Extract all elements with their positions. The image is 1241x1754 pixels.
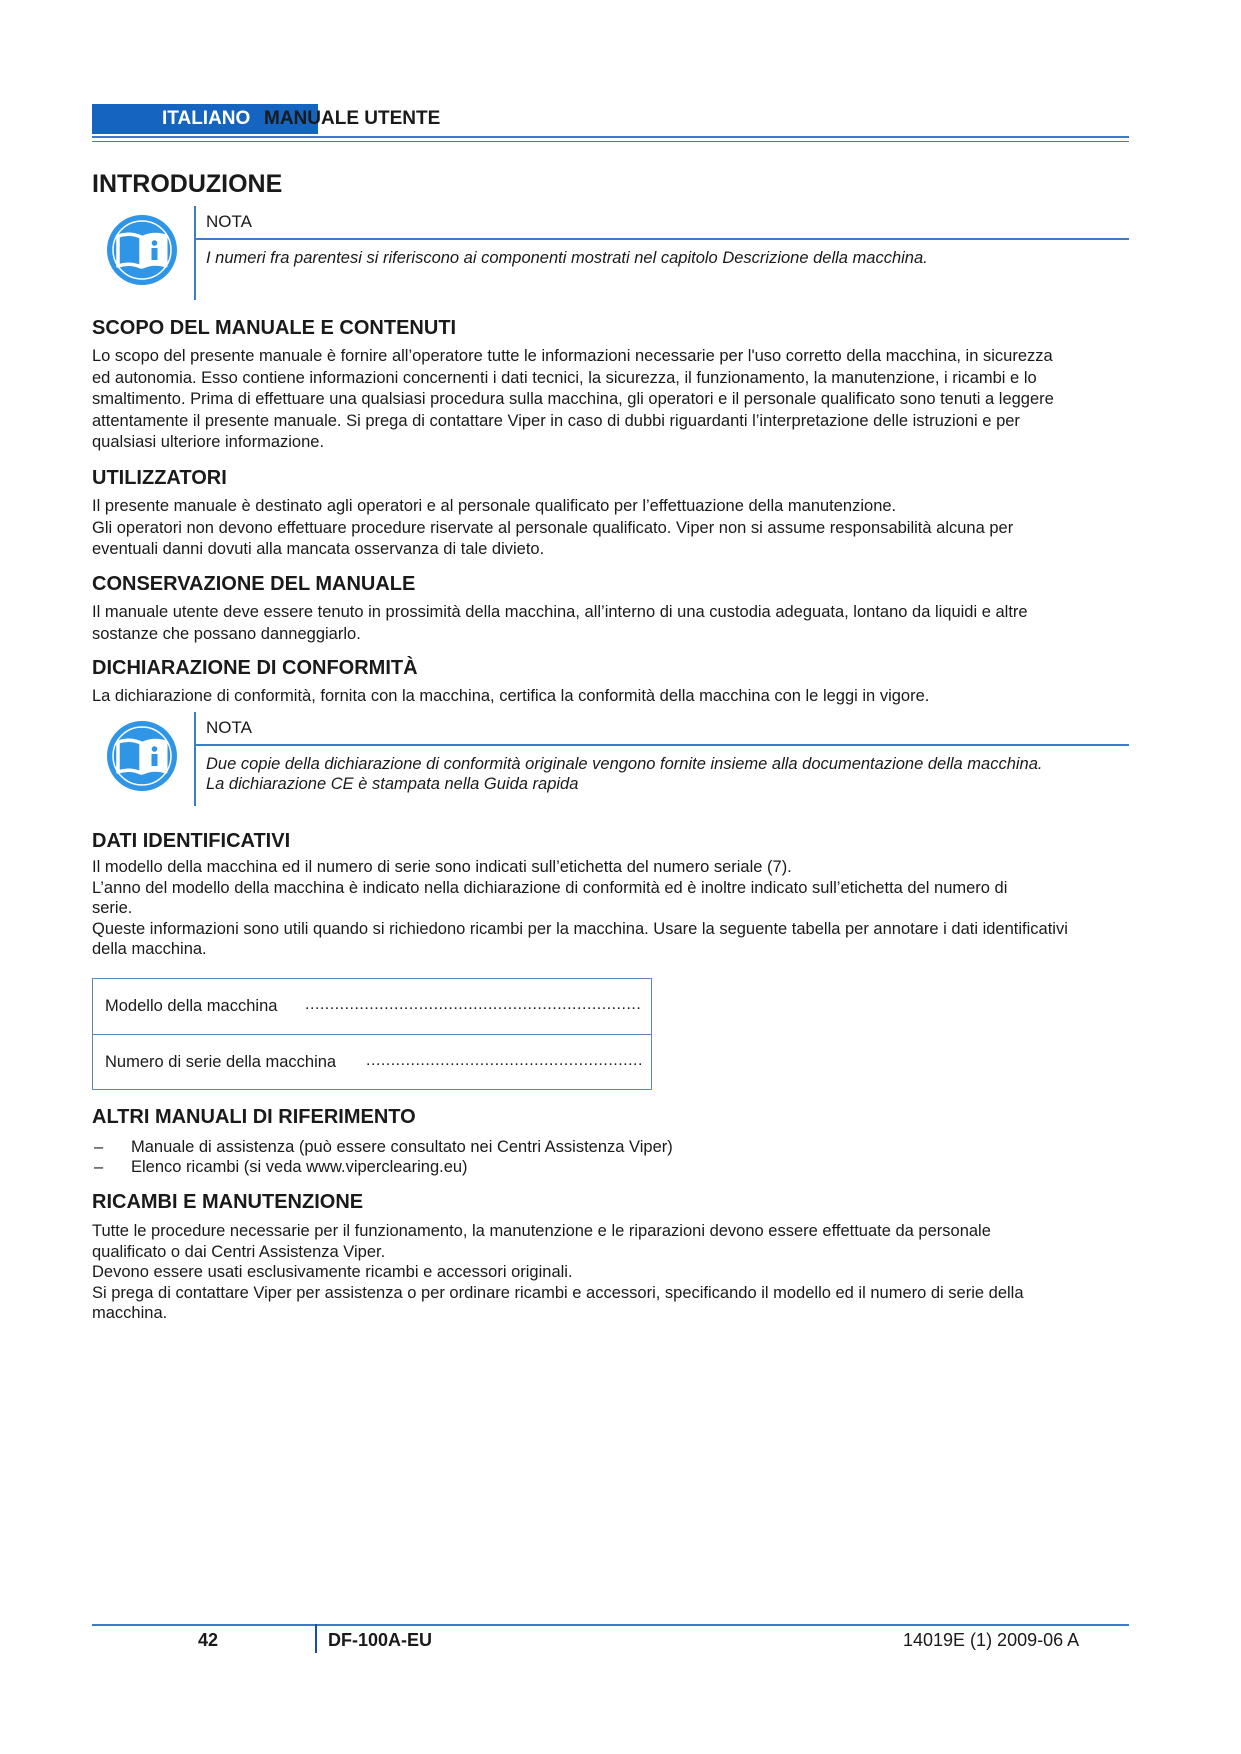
text-line: eventuali danni dovuti alla mancata osservanza di tale divieto. <box>92 540 545 558</box>
note-divider <box>194 712 196 806</box>
identification-table <box>92 978 652 1090</box>
info-book-icon <box>106 720 178 792</box>
note-rule <box>196 744 1129 746</box>
info-book-icon <box>106 214 178 286</box>
note-label: NOTA <box>206 718 252 737</box>
note-text: I numeri fra parentesi si riferiscono ai componenti mostrati nel capitolo Descrizione della macchina. <box>206 249 928 267</box>
text-line: ed autonomia. Esso contiene informazioni concernenti i dati tecnici, la sicurezza, il funzionamento, la manutenzione, i ricambi e lo <box>92 368 1037 387</box>
text-line: macchina. <box>92 1304 168 1322</box>
note-box-2 <box>92 712 1129 806</box>
text-line: Il presente manuale è destinato agli operatori e al personale qualificato per l’effettuazione della manutenzione. <box>92 497 897 515</box>
section-heading-dichiarazione: DICHIARAZIONE DI CONFORMITÀ <box>92 657 418 679</box>
note-label: NOTA <box>206 212 252 231</box>
section-body-conservazione <box>92 602 1142 645</box>
model-field[interactable]: .................................................................... <box>305 996 642 1013</box>
text-line: Il modello della macchina ed il numero di serie sono indicati sull’etichetta del numero seriale (7). <box>92 858 792 876</box>
serial-field[interactable]: ........................................................ <box>366 1052 643 1069</box>
section-body-dati <box>92 857 1142 960</box>
text-line: La dichiarazione di conformità, fornita con la macchina, certifica la conformità della macchina con le leggi in vigore. <box>92 687 930 705</box>
text-line: Queste informazioni sono utili quando si richiedono ricambi per la macchina. Usare la seguente tabella per annotare i dati identificativi <box>92 919 1068 938</box>
text-line: smaltimento. Prima di effettuare una qualsiasi procedura sulla macchina, gli operatori e il personale qualificato sono tenuti a leggere <box>92 390 1054 408</box>
section-body-utilizzatori <box>92 496 1142 561</box>
section-heading-altri: ALTRI MANUALI DI RIFERIMENTO <box>92 1106 416 1128</box>
text-line: Lo scopo del presente manuale è fornire all’operatore tutte le informazioni necessarie per l'uso corretto della macchina, in sicurezza <box>92 347 1053 365</box>
text-line: L’anno del modello della macchina è indicato nella dichiarazione di conformità ed è inoltre indicato sull’etichetta del numero di <box>92 878 1008 897</box>
text-line: Gli operatori non devono effettuare procedure riservate al personale qualificato. Viper non si assume responsabilità alcuna per <box>92 518 1014 537</box>
header-rule-top <box>92 136 1129 138</box>
header-rule-bottom <box>92 141 1129 142</box>
footer-rule <box>92 1624 1129 1626</box>
serial-row <box>93 1034 651 1090</box>
text-line: sostanze che possano danneggiarlo. <box>92 624 361 643</box>
note-text-line-2: La dichiarazione CE è stampata nella Guida rapida <box>206 775 579 793</box>
footer-model: DF-100A-EU <box>328 1630 433 1650</box>
list-item-text: Elenco ricambi (si veda www.viperclearing.eu) <box>131 1158 468 1176</box>
header-language: ITALIANO <box>162 108 251 129</box>
note-divider <box>194 206 196 300</box>
note-box-1 <box>92 206 1129 300</box>
section-heading-ricambi: RICAMBI E MANUTENZIONE <box>92 1191 364 1213</box>
footer-document-code: 14019E (1) 2009-06 A <box>903 1630 1080 1650</box>
text-line: Si prega di contattare Viper per assistenza o per ordinare ricambi e accessori, specificando il modello ed il numero di serie della <box>92 1283 1024 1302</box>
note-text-line-1: Due copie della dichiarazione di conformità originale vengono fornite insieme alla documentazione della macchina. <box>206 755 1043 773</box>
header-title: MANUALE UTENTE <box>264 108 441 129</box>
text-line: qualsiasi ulteriore informazione. <box>92 433 325 451</box>
page-title: INTRODUZIONE <box>92 170 283 198</box>
text-line: qualificato o dai Centri Assistenza Viper. <box>92 1242 386 1261</box>
section-body-dichiarazione <box>92 686 1142 708</box>
section-heading-utilizzatori: UTILIZZATORI <box>92 467 227 489</box>
text-line: serie. <box>92 899 133 917</box>
section-heading-dati: DATI IDENTIFICATIVI <box>92 830 291 852</box>
section-heading-scopo: SCOPO DEL MANUALE E CONTENUTI <box>92 317 457 339</box>
serial-label: Numero di serie della macchina <box>105 1053 337 1071</box>
model-row <box>93 979 651 1034</box>
text-line: della macchina. <box>92 940 207 958</box>
section-body-ricambi <box>92 1221 1142 1324</box>
note-rule <box>196 238 1129 240</box>
footer-page-number: 42 <box>198 1630 219 1650</box>
footer-separator <box>315 1624 317 1653</box>
text-line: Il manuale utente deve essere tenuto in prossimità della macchina, all’interno di una custodia adeguata, lontano da liquidi e altre <box>92 603 1028 621</box>
text-line: attentamente il presente manuale. Si prega di contattare Viper in caso di dubbi riguardanti l’interpretazione delle istruzioni e per <box>92 411 1020 430</box>
model-label: Modello della macchina <box>105 997 278 1015</box>
section-heading-conservazione: CONSERVAZIONE DEL MANUALE <box>92 573 416 595</box>
list-item-text: Manuale di assistenza (può essere consultato nei Centri Assistenza Viper) <box>131 1138 673 1156</box>
page-header <box>92 104 1129 134</box>
section-body-scopo <box>92 346 1142 454</box>
text-line: Devono essere usati esclusivamente ricambi e accessori originali. <box>92 1263 573 1281</box>
text-line: Tutte le procedure necessarie per il funzionamento, la manutenzione e le riparazioni devono essere effettuate da personale <box>92 1222 991 1240</box>
